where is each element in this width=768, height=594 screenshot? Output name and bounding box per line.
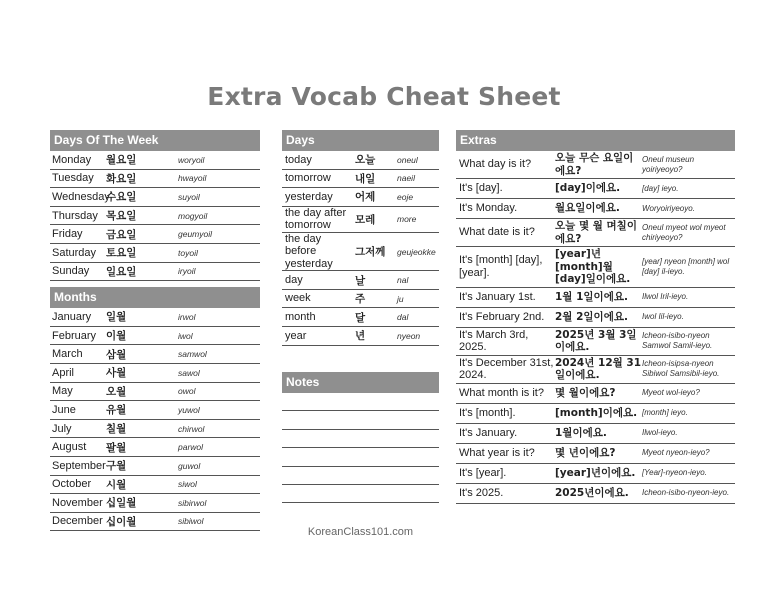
extras-row <box>456 308 735 328</box>
day-of-week-korean: 금요일 <box>106 228 137 241</box>
day-of-week-english: Monday <box>52 153 92 166</box>
day-of-week-row <box>50 225 260 244</box>
extras-english: It's [day]. <box>459 182 503 195</box>
extras-romanization: Icheon-isibo-nyeon-ieyo. <box>642 488 730 497</box>
days-english: month <box>285 311 316 324</box>
month-korean: 칠월 <box>106 423 127 436</box>
days-english: today <box>285 153 312 166</box>
month-english: March <box>52 348 83 361</box>
months-table <box>50 308 260 531</box>
month-row <box>50 457 260 476</box>
notes-line <box>282 467 439 485</box>
day-of-week-korean: 토요일 <box>106 247 137 260</box>
month-english: November <box>52 496 103 509</box>
days-row <box>282 271 439 290</box>
day-of-week-korean: 목요일 <box>106 210 137 223</box>
day-of-week-korean: 화요일 <box>106 172 137 185</box>
extras-korean: 몇 월이에요? <box>555 386 616 399</box>
extras-romanization: Woryoiriyeoyo. <box>642 203 695 213</box>
extras-row <box>456 424 735 444</box>
extras-row <box>456 356 735 384</box>
days-of-week-table <box>50 151 260 281</box>
extras-row <box>456 384 735 404</box>
day-of-week-row <box>50 151 260 170</box>
day-of-week-english: Thursday <box>52 209 98 222</box>
extras-korean: 1월이에요. <box>555 426 607 439</box>
days-english: tomorrow <box>285 172 331 185</box>
days-row <box>282 188 439 207</box>
extras-romanization: Ilwol Iril-ieyo. <box>642 292 689 301</box>
day-of-week-row <box>50 244 260 263</box>
month-row <box>50 345 260 364</box>
days-english: yesterday <box>285 190 333 203</box>
month-romanization: sibiwol <box>178 516 204 527</box>
days-row <box>282 207 439 233</box>
day-of-week-english: Sunday <box>52 265 90 278</box>
day-of-week-korean: 월요일 <box>106 154 137 167</box>
month-english: October <box>52 478 92 491</box>
extras-korean: [year]년이에요. <box>555 466 636 479</box>
month-row <box>50 364 260 383</box>
extras-korean: 2월 2일이에요. <box>555 310 628 323</box>
days-korean: 그저께 <box>355 246 386 259</box>
month-english: May <box>52 385 73 398</box>
extras-english: It's Monday. <box>459 202 518 215</box>
extras-row <box>456 484 735 504</box>
days-english: the day after tomorrow <box>285 206 347 232</box>
extras-romanization: Oneul museun yoiriyeoyo? <box>642 154 695 174</box>
day-of-week-romanization: geumyoil <box>178 229 213 240</box>
extras-romanization: [day] ieyo. <box>642 183 679 193</box>
extras-romanization: Myeot wol-ieyo? <box>642 388 700 397</box>
day-of-week-english: Saturday <box>52 246 97 259</box>
days-english: the day before yesterday <box>285 232 333 270</box>
extras-english: It's January. <box>459 426 518 439</box>
days-row <box>282 327 439 346</box>
extras-romanization: Ilwol-ieyo. <box>642 428 678 437</box>
month-english: December <box>52 515 103 528</box>
days-korean: 날 <box>355 274 366 287</box>
extras-row <box>456 151 735 179</box>
extras-row <box>456 464 735 484</box>
extras-korean: [day]이에요. <box>555 182 621 195</box>
day-of-week-english: Wednesday <box>52 190 110 203</box>
extras-korean: 오늘 무슨 요일이에요? <box>555 152 634 177</box>
days-row <box>282 233 439 272</box>
month-english: January <box>52 310 92 323</box>
month-korean: 구월 <box>106 460 127 473</box>
month-korean: 십일월 <box>106 497 137 510</box>
days-korean: 주 <box>355 293 366 306</box>
month-row <box>50 494 260 513</box>
extras-korean: 2025년 3월 3일이에요. <box>555 328 637 353</box>
day-of-week-row <box>50 170 260 189</box>
month-korean: 이월 <box>106 330 127 343</box>
extras-romanization: [month] ieyo. <box>642 408 688 417</box>
page-title: Extra Vocab Cheat Sheet <box>207 82 561 111</box>
extras-romanization: Icheon-isipsa-nyeon Sibiwol Samsibil-ieyo. <box>642 359 720 378</box>
extras-english: It's [month]. <box>459 406 516 419</box>
notes-line <box>282 393 439 411</box>
month-english: August <box>52 441 87 454</box>
notes-line <box>282 430 439 448</box>
extras-romanization: Iwol Iil-ieyo. <box>642 312 684 321</box>
month-korean: 팔월 <box>106 441 127 454</box>
month-english: September <box>52 459 106 472</box>
days-korean: 년 <box>355 330 366 343</box>
days-romanization: more <box>397 214 417 225</box>
extras-english: What month is it? <box>459 386 544 399</box>
day-of-week-english: Friday <box>52 228 83 241</box>
month-english: June <box>52 403 76 416</box>
extras-romanization: Icheon-isibo-nyeon Samwol Samil-ieyo. <box>642 331 713 350</box>
days-romanization: oneul <box>397 154 418 165</box>
days-korean: 내일 <box>355 172 376 185</box>
day-of-week-romanization: mogyoil <box>178 210 208 221</box>
month-romanization: irwol <box>178 311 196 322</box>
days-romanization: nal <box>397 275 409 286</box>
month-row <box>50 383 260 402</box>
month-english: April <box>52 366 75 379</box>
extras-english: What day is it? <box>459 158 532 171</box>
days-of-week-header: Days Of The Week <box>50 130 260 151</box>
day-of-week-romanization: iryoil <box>178 266 196 277</box>
extras-korean: 월요일이에요. <box>555 202 620 215</box>
month-korean: 삼월 <box>106 348 127 361</box>
month-row <box>50 327 260 346</box>
extras-row <box>456 404 735 424</box>
extras-romanization: [Year]-nyeon-ieyo. <box>642 468 707 477</box>
extras-header: Extras <box>456 130 735 151</box>
day-of-week-korean: 수요일 <box>106 191 137 204</box>
month-row <box>50 476 260 495</box>
days-english: day <box>285 273 303 286</box>
month-romanization: guwol <box>178 460 201 471</box>
days-romanization: nyeon <box>397 330 421 341</box>
month-romanization: sibirwol <box>178 497 207 508</box>
month-romanization: owol <box>178 386 196 397</box>
extras-row <box>456 219 735 247</box>
month-romanization: yuwol <box>178 404 200 415</box>
month-korean: 오월 <box>106 385 127 398</box>
month-romanization: sawol <box>178 367 200 378</box>
month-row <box>50 401 260 420</box>
days-header: Days <box>282 130 439 151</box>
extras-row <box>456 199 735 219</box>
month-romanization: samwol <box>178 349 207 360</box>
days-korean: 달 <box>355 311 366 324</box>
notes-line <box>282 411 439 429</box>
month-romanization: iwol <box>178 330 193 341</box>
days-romanization: eoje <box>397 191 414 202</box>
days-romanization: dal <box>397 312 409 323</box>
days-row <box>282 308 439 327</box>
month-korean: 유월 <box>106 404 127 417</box>
site-footer: KoreanClass101.com <box>307 526 414 538</box>
notes-header: Notes <box>282 372 439 393</box>
extras-english: It's March 3rd, 2025. <box>459 328 529 353</box>
notes-section <box>282 372 439 503</box>
month-row <box>50 513 260 532</box>
extras-english: What year is it? <box>459 446 535 459</box>
month-romanization: siwol <box>178 479 197 490</box>
days-korean: 오늘 <box>355 154 376 167</box>
extras-english: It's 2025. <box>459 486 504 499</box>
day-of-week-row <box>50 207 260 226</box>
month-romanization: chirwol <box>178 423 205 434</box>
day-of-week-romanization: woryoil <box>178 154 205 165</box>
extras-korean: [month]이에요. <box>555 406 638 419</box>
days-row <box>282 151 439 170</box>
day-of-week-row <box>50 263 260 282</box>
days-romanization: geujeokke <box>397 246 436 257</box>
extras-column <box>456 130 735 504</box>
days-english: year <box>285 329 307 342</box>
day-of-week-romanization: toyoil <box>178 247 198 258</box>
extras-korean: 오늘 몇 월 며칠이에요? <box>555 220 637 245</box>
month-korean: 십이월 <box>106 515 137 528</box>
month-korean: 시월 <box>106 478 127 491</box>
extras-row <box>456 444 735 464</box>
days-months-column <box>50 130 260 531</box>
day-of-week-korean: 일요일 <box>106 265 137 278</box>
extras-english: It's [month] [day], [year]. <box>459 254 543 279</box>
month-korean: 사월 <box>106 367 127 380</box>
extras-korean: 몇 년이에요? <box>555 446 616 459</box>
month-row <box>50 438 260 457</box>
notes-line <box>282 448 439 466</box>
extras-english: It's February 2nd. <box>459 310 545 323</box>
extras-korean: 2025년이에요. <box>555 486 629 499</box>
days-row <box>282 170 439 189</box>
month-english: February <box>52 329 97 342</box>
extras-english: It's January 1st. <box>459 290 536 303</box>
extras-row <box>456 247 735 288</box>
days-korean: 모레 <box>355 213 376 226</box>
extras-english: It's [year]. <box>459 466 507 479</box>
day-of-week-romanization: hwayoil <box>178 173 207 184</box>
extras-row <box>456 179 735 199</box>
day-of-week-romanization: suyoil <box>178 191 200 202</box>
extras-romanization: [year] nyeon [month] wol [day] il-ieyo. <box>642 256 730 276</box>
days-korean: 어제 <box>355 191 376 204</box>
extras-row <box>456 328 735 356</box>
days-table <box>282 151 439 346</box>
extras-korean: 2024년 12월 31일이에요. <box>555 356 642 381</box>
days-romanization: ju <box>397 293 404 304</box>
days-english: week <box>285 292 311 305</box>
days-row <box>282 290 439 309</box>
extras-english: What date is it? <box>459 226 535 239</box>
month-row <box>50 420 260 439</box>
days-column <box>282 130 439 346</box>
day-of-week-row <box>50 188 260 207</box>
days-romanization: naeil <box>397 173 415 184</box>
month-romanization: parwol <box>178 442 204 453</box>
extras-row <box>456 288 735 308</box>
extras-english: It's December 31st, 2024. <box>459 356 554 381</box>
extras-table <box>456 151 735 504</box>
extras-korean: 1월 1일이에요. <box>555 290 628 303</box>
extras-romanization: Oneul myeot wol myeot chiriyeoyo? <box>642 222 726 242</box>
months-header: Months <box>50 287 260 308</box>
month-english: July <box>52 422 72 435</box>
day-of-week-english: Tuesday <box>52 172 94 185</box>
extras-korean: [year]년 [month]월 [day]일이에요. <box>555 248 631 285</box>
notes-line <box>282 485 439 503</box>
month-korean: 일월 <box>106 311 127 324</box>
extras-romanization: Myeot nyeon-ieyo? <box>642 448 710 457</box>
month-row <box>50 308 260 327</box>
